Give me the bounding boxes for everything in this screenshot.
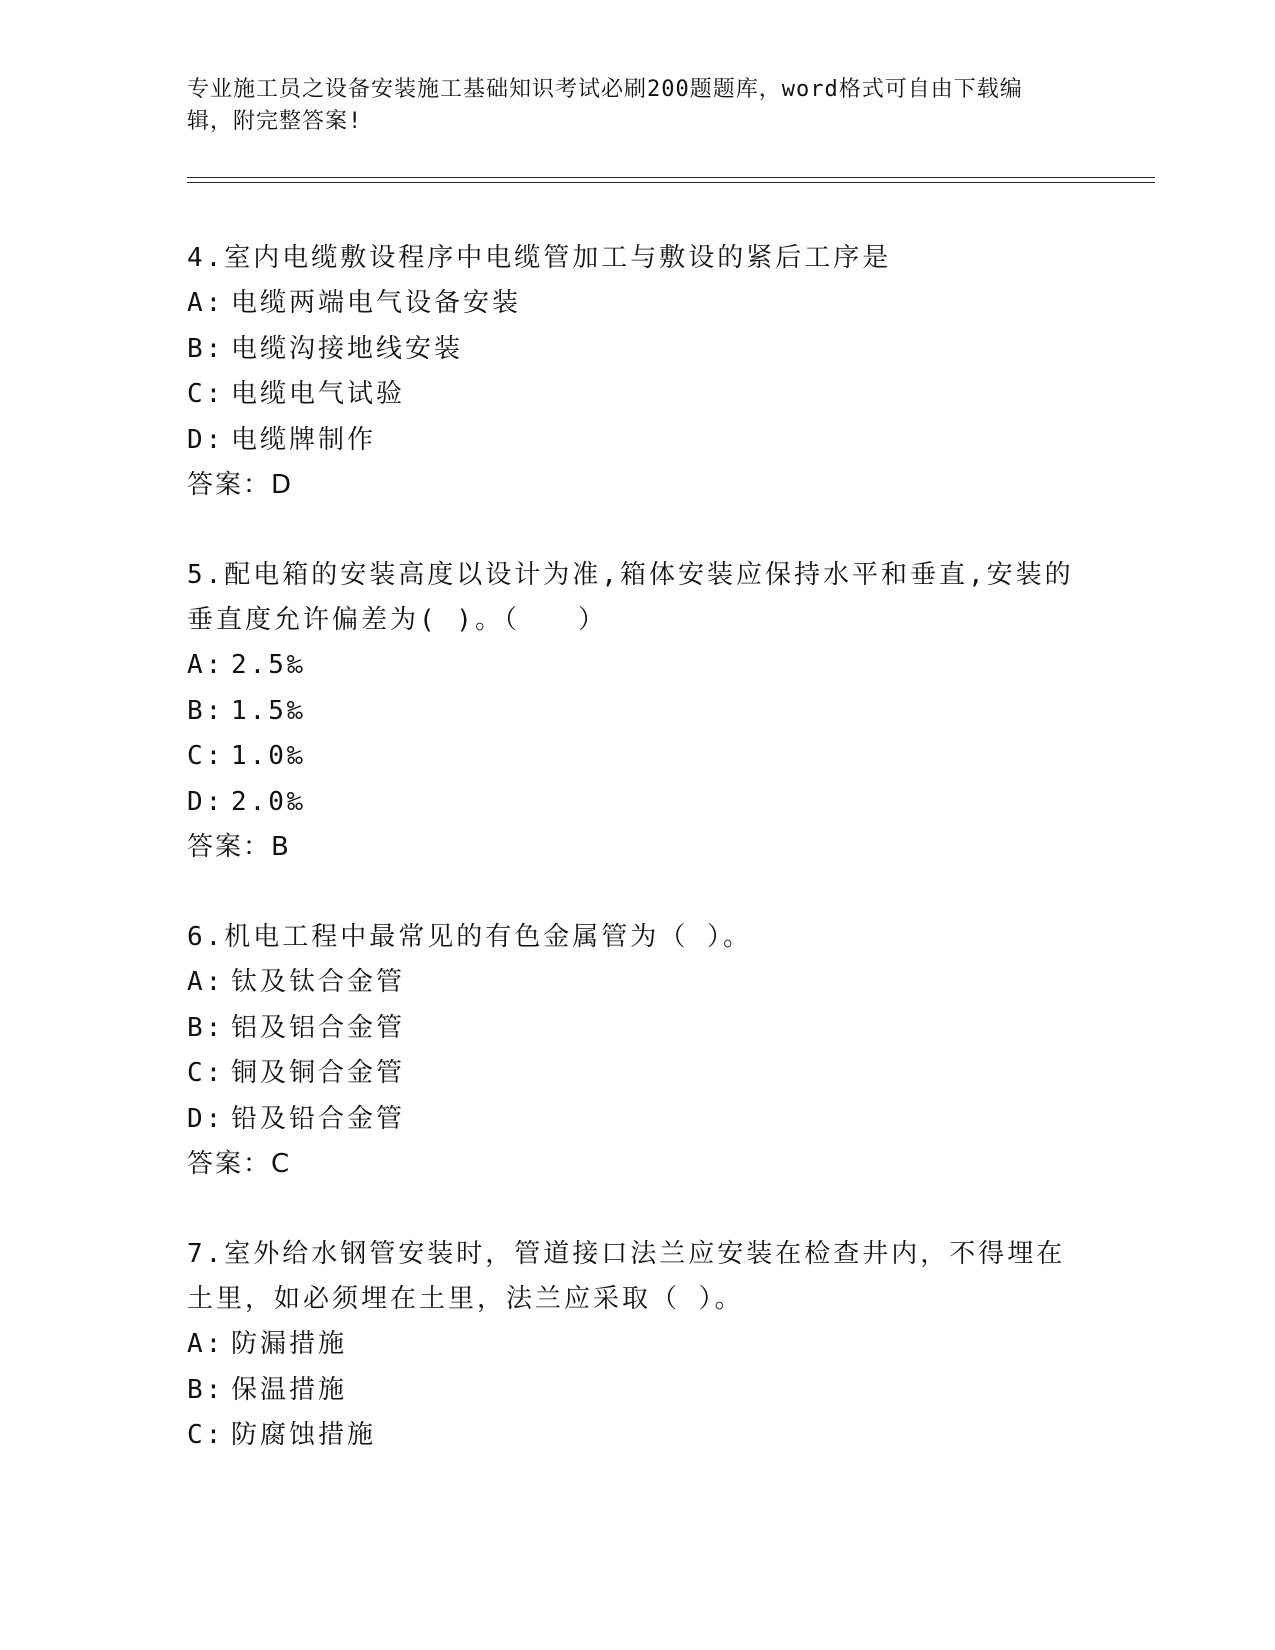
- option-text: 铝及铝合金管: [231, 1012, 406, 1043]
- question-block: [187, 553, 1087, 870]
- option-letter: A:: [187, 967, 225, 997]
- option-text: 保温措施: [231, 1374, 348, 1405]
- option-text: 电缆电气试验: [231, 379, 406, 409]
- option-text: 2.0‰: [231, 786, 306, 817]
- option-c: [187, 372, 1087, 418]
- option-b: [187, 327, 1087, 373]
- option-a: [187, 281, 1087, 327]
- header-divider-bottom: [187, 182, 1155, 183]
- option-text: 1.0‰: [231, 741, 306, 771]
- option-b: [187, 1368, 1087, 1414]
- option-text: 铜及铜合金管: [231, 1058, 406, 1088]
- option-a: [187, 960, 1087, 1006]
- document-header: 专业施工员之设备安装施工基础知识考试必刷200题题库，word格式可自由下载编辑，附完整答案!: [187, 77, 1023, 134]
- question-text: 4.室内电缆敷设程序中电缆管加工与敷设的紧后工序是: [187, 243, 892, 273]
- option-letter: C:: [187, 741, 225, 771]
- question-block: [187, 1232, 1087, 1459]
- question-list: [187, 236, 1087, 1504]
- option-text: 防漏措施: [231, 1329, 348, 1359]
- option-text: 电缆牌制作: [231, 424, 377, 455]
- option-text: 铅及铅合金管: [231, 1103, 406, 1134]
- answer-line: 答案：C: [187, 1149, 292, 1179]
- answer-line: 答案：B: [187, 832, 291, 862]
- question-text: 6.机电工程中最常见的有色金属管为（ ）。: [187, 922, 752, 952]
- option-text: 电缆两端电气设备安装: [231, 288, 522, 318]
- question-text: 7.室外给水钢管安装时，管道接口法兰应安装在检查井内，不得埋在土里，如必须埋在土里，法兰应采取（ ）。: [187, 1239, 1066, 1314]
- option-letter: B:: [187, 333, 225, 364]
- option-letter: C:: [187, 1058, 225, 1088]
- option-a: [187, 1322, 1087, 1368]
- option-letter: C:: [187, 1420, 225, 1450]
- option-text: 2.5‰: [231, 650, 306, 680]
- option-a: [187, 643, 1087, 689]
- question-block: [187, 236, 1087, 508]
- option-letter: B:: [187, 1012, 225, 1043]
- option-text: 1.5‰: [231, 695, 306, 726]
- option-b: [187, 689, 1087, 735]
- question-block: [187, 915, 1087, 1187]
- option-text: 防腐蚀措施: [231, 1420, 377, 1450]
- option-letter: D:: [187, 424, 225, 455]
- option-c: [187, 734, 1087, 780]
- answer-line: 答案：D: [187, 470, 294, 500]
- option-d: [187, 418, 1087, 464]
- option-d: [187, 780, 1087, 826]
- option-d: [187, 1097, 1087, 1143]
- header-divider-top: [187, 177, 1155, 178]
- option-letter: D:: [187, 1103, 225, 1134]
- option-letter: B:: [187, 695, 225, 726]
- option-letter: D:: [187, 786, 225, 817]
- option-letter: C:: [187, 379, 225, 409]
- option-text: 钛及钛合金管: [231, 967, 406, 997]
- option-letter: A:: [187, 650, 225, 680]
- option-c: [187, 1413, 1087, 1459]
- option-letter: A:: [187, 288, 225, 318]
- option-b: [187, 1006, 1087, 1052]
- option-c: [187, 1051, 1087, 1097]
- option-letter: A:: [187, 1329, 225, 1359]
- option-letter: B:: [187, 1374, 225, 1405]
- question-text: 5.配电箱的安装高度以设计为准,箱体安装应保持水平和垂直,安装的垂直度允许偏差为( )。（ ）: [187, 560, 1074, 635]
- option-text: 电缆沟接地线安装: [231, 333, 464, 364]
